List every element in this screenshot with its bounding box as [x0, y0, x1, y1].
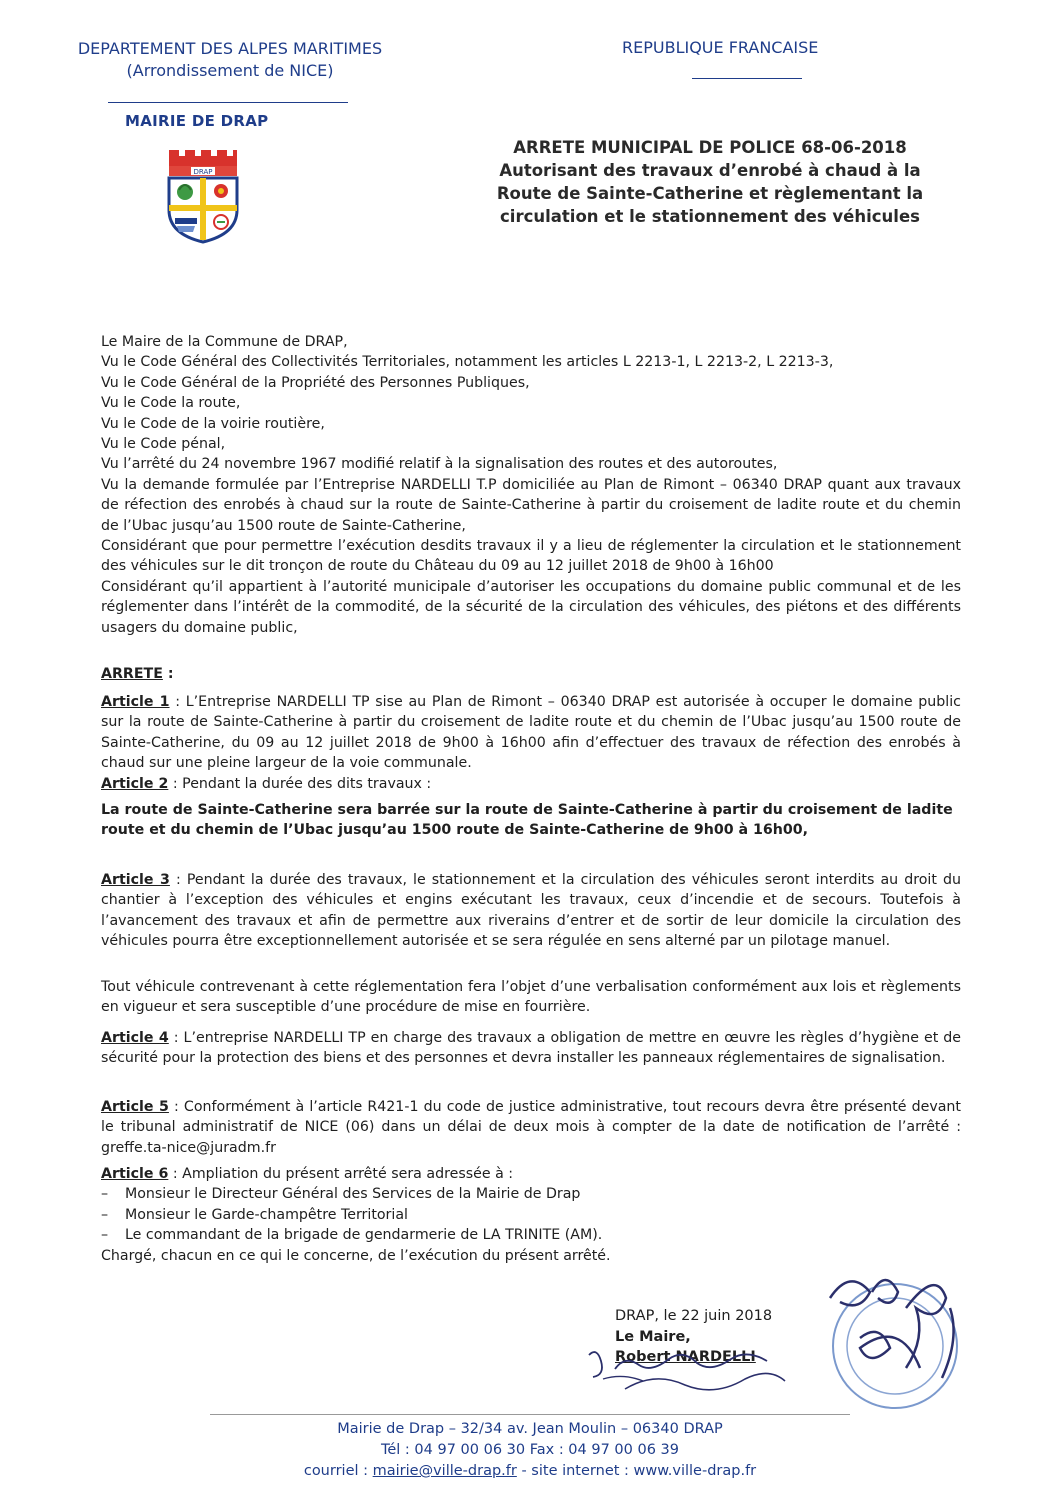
article-2-text: : Pendant la durée des dits travaux :	[168, 775, 432, 792]
arrondissement: (Arrondissement de NICE)	[126, 61, 334, 80]
arrete-number: ARRETE MUNICIPAL DE POLICE 68-06-2018	[513, 138, 907, 157]
article-3-penalty: Tout véhicule contrevenant à cette réglementation fera l’objet d’une verbalisation conformément aux lois et règlements en vigueur et sera susceptible d’une procédure de mise en fourrière.	[101, 979, 961, 1016]
footer-address: Mairie de Drap – 32/34 av. Jean Moulin – 06340 DRAP	[337, 1421, 723, 1437]
department-block	[50, 38, 410, 82]
signature-name: Robert NARDELLI	[615, 1349, 756, 1365]
article-6	[101, 1164, 961, 1266]
article-1-text: : L’Entreprise NARDELLI TP sise au Plan de Rimont – 06340 DRAP est autorisée à occuper le domaine public sur la route de Sainte-Catherine à partir du croisement de ladite route et du chemin de l’Ubac jusqu’au 1500 route de Sainte-Catherine, du 09 au 12 juillet 2018 de 9h00 à 16h00 afin d’effectuer des travaux de réfection des enrobés à chaud sur une pleine largeur de la voie communale.	[101, 694, 961, 772]
article-2-detail: La route de Sainte-Catherine sera barrée sur la route de Sainte-Catherine à partir du croisement de ladite route et du chemin de l’Ubac jusqu’au 1500 route de Sainte-Catherine de 9h00 à 16h00,	[101, 802, 953, 839]
preamble-line: Vu l’arrêté du 24 novembre 1967 modifié relatif à la signalisation des routes et des autoroutes,	[101, 456, 778, 473]
arrete-title	[440, 136, 980, 228]
preamble-line: Le Maire de la Commune de DRAP,	[101, 334, 348, 350]
arrete-label: ARRETE	[101, 666, 163, 682]
list-item: – Monsieur le Garde-champêtre Territorial	[101, 1205, 961, 1225]
crest-label: DRAP	[193, 168, 213, 176]
article-3-text: : Pendant la durée des travaux, le stationnement et la circulation des véhicules seront interdits au droit du chantier à l’exception des véhicules et engins exécutant les travaux, ceux d’incendie et de secours. Toutefois à l’avancement des travaux et afin de permettre aux riverains d’entrer et de sortir de leur domicile la circulation des véhicules pourra être exceptionnellement autorisée et se sera régulée en sens alterné par un pilotage manuel.	[101, 872, 961, 950]
preamble-line: Vu le Code Général de la Propriété des Personnes Publiques,	[101, 374, 530, 391]
considerant-1: Considérant que pour permettre l’exécution desdits travaux il y a lieu de réglementer la circulation et le stationnement des véhicules sur le dit tronçon de route du Château du 09 au 12 juillet 2018 de 9h00 à 16h00	[101, 538, 961, 575]
arrete-subject-line: Autorisant des travaux d’enrobé à chaud à la	[499, 161, 921, 180]
article-5	[101, 1097, 961, 1158]
considerant-2: Considérant qu’il appartient à l’autorité municipale d’autoriser les occupations du domaine public communal et de les réglementer dans l’intérêt de la commodité, de la sécurité de la circulation des véhicules, des piétons et des différents usagers du domaine public,	[101, 578, 961, 636]
article-6-label: Article 6	[101, 1166, 169, 1182]
article-3	[101, 870, 961, 952]
arrete-colon: :	[162, 666, 174, 682]
official-stamp-icon	[800, 1268, 990, 1418]
header-divider-left	[108, 102, 348, 103]
handwritten-signature-icon	[585, 1345, 825, 1405]
preamble-line: Vu le Code de la voirie routière,	[101, 415, 325, 432]
email-link[interactable]: mairie@ville-drap.fr	[372, 1463, 517, 1479]
article-3-label: Article 3	[101, 872, 170, 888]
article-1-label: Article 1	[101, 694, 170, 710]
list-item: – Le commandant de la brigade de gendarmerie de LA TRINITE (AM).	[101, 1225, 961, 1245]
article-6-text: : Ampliation du présent arrêté sera adressée à :	[168, 1166, 514, 1182]
website-link[interactable]: www.ville-drap.fr	[633, 1463, 757, 1479]
arrete-subject-line: circulation et le stationnement des véhicules	[500, 207, 920, 226]
article-6-closing: Chargé, chacun en ce qui le concerne, de l’exécution du présent arrêté.	[101, 1247, 611, 1264]
preamble-line: Vu le Code Général des Collectivités Territoriales, notamment les articles L 2213-1, L 2213-2, L 2213-3,	[101, 354, 834, 371]
footer-phones: Tél : 04 97 00 06 30 Fax : 04 97 00 06 39	[380, 1442, 679, 1458]
arrete-heading	[101, 664, 961, 684]
department-name: DEPARTEMENT DES ALPES MARITIMES	[77, 39, 383, 58]
article-5-label: Article 5	[101, 1099, 169, 1115]
signature-place-date: DRAP, le 22 juin 2018	[615, 1308, 773, 1324]
recipients-list	[101, 1184, 961, 1245]
preamble-line: Vu le Code pénal,	[101, 436, 226, 453]
article-4-label: Article 4	[101, 1030, 169, 1046]
preamble-line: Vu le Code la route,	[101, 395, 241, 412]
article-1	[101, 692, 961, 794]
mairie-name: MAIRIE DE DRAP	[125, 112, 269, 130]
preamble	[101, 332, 961, 638]
article-2-label: Article 2	[101, 775, 169, 792]
republique-label: REPUBLIQUE FRANCAISE	[622, 38, 819, 57]
site-label: - site internet :	[516, 1463, 634, 1479]
article-4	[101, 1028, 961, 1069]
arrete-subject-line: Route de Sainte-Catherine et règlementant la	[496, 184, 924, 203]
header-divider-right	[692, 78, 802, 79]
footer	[200, 1414, 860, 1482]
coat-of-arms-icon	[165, 148, 241, 244]
footer-divider	[210, 1414, 850, 1415]
article-5-text: : Conformément à l’article R421-1 du code de justice administrative, tout recours devra être présenté devant le tribunal administratif de NICE (06) dans un délai de deux mois à compter de la date de notification de l’arrêté : greffe.ta-nice@juradm.fr	[101, 1099, 961, 1156]
article-4-text: : L’entreprise NARDELLI TP en charge des travaux a obligation de mettre en œuvre les règles d’hygiène et de sécurité pour la protection des biens et des personnes et devra installer les panneaux réglementaires de signalisation.	[101, 1030, 961, 1067]
list-item: – Monsieur le Directeur Général des Services de la Mairie de Drap	[101, 1184, 961, 1204]
email-label: courriel :	[303, 1463, 373, 1479]
vu-demande: Vu la demande formulée par l’Entreprise NARDELLI T.P domiciliée au Plan de Rimont – 06340 DRAP quant aux travaux de réfection des enrobés à chaud sur la route de Sainte-Catherine à partir du croisement de ladite route et du chemin de l’Ubac jusqu’au 1500 route de Sainte-Catherine,	[101, 476, 961, 534]
footer-contact	[200, 1461, 860, 1482]
signature-role: Le Maire,	[615, 1328, 691, 1345]
